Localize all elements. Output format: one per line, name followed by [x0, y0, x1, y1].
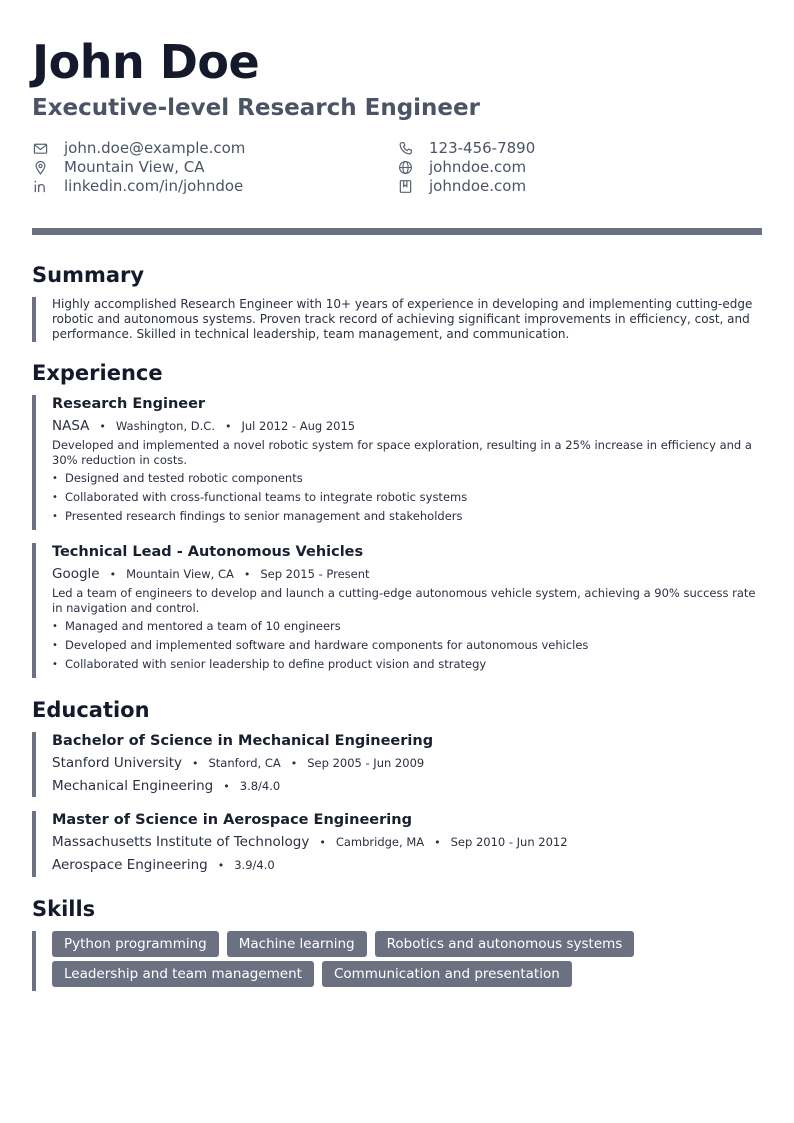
- contact-portfolio[interactable]: [397, 177, 727, 196]
- degree-title: Master of Science in Aerospace Engineering: [52, 812, 412, 828]
- job-company: NASA: [52, 418, 90, 434]
- gpa: 3.8/4.0: [239, 779, 281, 793]
- job-dates: Jul 2012 - Aug 2015: [241, 419, 356, 433]
- contact-website[interactable]: [397, 158, 727, 177]
- summary-block: [32, 297, 762, 342]
- gpa: 3.9/4.0: [234, 858, 275, 872]
- contact-location: [32, 158, 362, 177]
- skill-chip: Python programming: [52, 931, 219, 957]
- skill-chip: Leadership and team management: [52, 961, 314, 987]
- education-meta: [52, 833, 762, 852]
- separator-dot: •: [191, 757, 199, 770]
- job-highlight: • Managed and mentored a team of 10 engineers: [52, 617, 762, 636]
- education-dates: Sep 2005 - Jun 2009: [307, 756, 425, 770]
- education-entry: [32, 811, 762, 877]
- job-highlight: • Presented research findings to senior management and stakeholders: [52, 507, 762, 526]
- job-description: Developed and implemented a novel robotic system for space exploration, resulting in a 25% increase in efficiency and a 30% reduction in costs.: [52, 438, 752, 467]
- education-field-meta: [52, 856, 762, 875]
- job-meta: [52, 565, 762, 584]
- location-text: Mountain View, CA: [64, 158, 205, 176]
- skill-chip: Robotics and autonomous systems: [375, 931, 635, 957]
- job-company: Google: [52, 566, 100, 582]
- field-of-study: Mechanical Engineering: [52, 778, 214, 794]
- skill-chip: Machine learning: [227, 931, 367, 957]
- job-meta: [52, 417, 762, 436]
- separator-dot: •: [290, 757, 298, 770]
- skill-chip: Communication and presentation: [322, 961, 572, 987]
- globe-icon: [397, 160, 413, 176]
- candidate-name: John Doe: [32, 35, 260, 89]
- contact-phone[interactable]: [397, 139, 727, 158]
- education-meta: [52, 754, 762, 773]
- header-divider: [32, 228, 762, 235]
- contact-linkedin[interactable]: [32, 177, 362, 196]
- skills-block: [32, 931, 762, 991]
- separator-dot: •: [99, 420, 106, 433]
- linkedin-text: linkedin.com/in/johndoe: [64, 177, 244, 195]
- phone-icon: [397, 141, 413, 157]
- separator-dot: •: [223, 780, 230, 793]
- school-name: Stanford University: [52, 755, 182, 771]
- phone-text: 123-456-7890: [429, 139, 536, 157]
- separator-dot: •: [109, 568, 117, 581]
- email-text: john.doe@example.com: [64, 139, 246, 157]
- skills-list: [52, 931, 732, 991]
- job-highlight: • Developed and implemented software and hardware components for autonomous vehicles: [52, 636, 762, 655]
- summary-text: Highly accomplished Research Engineer with 10+ years of experience in developing and implementing cutting-edge robotic and autonomous systems. Proven track record of achieving significant improvements in efficiency, cost, and performance. Skilled in technical leadership, team management, and communication.: [52, 297, 753, 341]
- job-title: Technical Lead - Autonomous Vehicles: [52, 544, 364, 560]
- job-description: Led a team of engineers to develop and launch a cutting-edge autonomous vehicle system, achieving a 90% success rate in navigation and control.: [52, 586, 756, 615]
- field-of-study: Aerospace Engineering: [52, 857, 208, 873]
- school-location: Stanford, CA: [208, 756, 281, 770]
- envelope-icon: [32, 141, 48, 157]
- job-highlights: [52, 469, 762, 526]
- job-highlight: • Collaborated with senior leadership to define product vision and strategy: [52, 655, 762, 674]
- school-location: Cambridge, MA: [335, 835, 425, 849]
- education-field-meta: [52, 777, 762, 796]
- contact-column-left: [32, 139, 362, 196]
- section-title-summary: Summary: [32, 263, 145, 287]
- section-title-education: Education: [32, 698, 150, 722]
- job-title: Research Engineer: [52, 396, 206, 412]
- section-title-skills: Skills: [32, 897, 96, 921]
- job-location: Washington, D.C.: [115, 419, 215, 433]
- map-pin-icon: [32, 160, 48, 176]
- contact-column-right: [397, 139, 727, 196]
- separator-dot: •: [319, 836, 326, 849]
- degree-title: Bachelor of Science in Mechanical Engineering: [52, 733, 434, 749]
- bookmark-book-icon: [397, 179, 413, 195]
- portfolio-text: johndoe.com: [429, 177, 527, 195]
- job-dates: Sep 2015 - Present: [260, 567, 370, 581]
- school-name: Massachusetts Institute of Technology: [52, 834, 310, 850]
- experience-entry: [32, 395, 762, 530]
- separator-dot: •: [217, 859, 225, 872]
- separator-dot: •: [224, 420, 232, 433]
- linkedin-icon: [32, 179, 48, 195]
- job-highlight: • Collaborated with cross-functional teams to integrate robotic systems: [52, 488, 762, 507]
- section-title-experience: Experience: [32, 361, 163, 385]
- education-dates: Sep 2010 - Jun 2012: [450, 835, 568, 849]
- education-entry: [32, 732, 762, 797]
- job-highlight: • Designed and tested robotic components: [52, 469, 762, 488]
- job-location: Mountain View, CA: [126, 567, 234, 581]
- experience-entry: [32, 543, 762, 678]
- separator-dot: •: [434, 836, 441, 849]
- separator-dot: •: [243, 568, 251, 581]
- website-text: johndoe.com: [429, 158, 527, 176]
- job-highlights: [52, 617, 762, 674]
- contact-email[interactable]: [32, 139, 362, 158]
- candidate-headline: Executive-level Research Engineer: [32, 95, 480, 121]
